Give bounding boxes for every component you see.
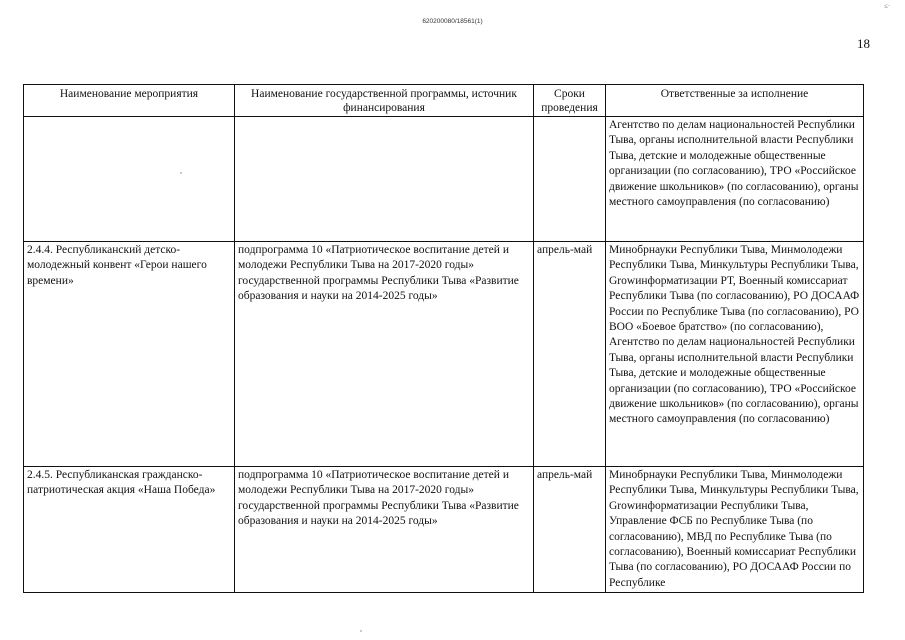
program-cell <box>235 117 534 242</box>
column-header-event: Наименование мероприятия <box>24 85 235 117</box>
column-header-responsible: Ответственные за исполнение <box>606 85 864 117</box>
table-header-row <box>24 85 864 117</box>
scan-speck <box>180 172 182 174</box>
document-id: 620200080/18561(1) <box>422 18 483 25</box>
program-cell: подпрограмма 10 «Патриотическое воспитание детей и молодежи Республики Тыва на 2017-2020 годы» государственной программы Республики Тыва «Развитие образования и науки на 2014-2025 годы» <box>235 467 534 593</box>
responsible-cell: Минобрнауки Республики Тыва, Минмолодежи Республики Тыва, Минкультуры Республики Тыва, Growинформатизации Республики Тыва, Управление ФСБ по Республике Тыва (по согласованию), МВД по Республике Тыва (по согласованию), Военный комиссариат Республики Тыва (по согласованию), РО ДОСААФ России по Республике <box>606 467 864 593</box>
column-header-program: Наименование государственной программы, источник финансирования <box>235 85 534 117</box>
events-table <box>23 84 864 593</box>
table-row <box>24 467 864 593</box>
dates-cell: апрель-май <box>534 242 606 467</box>
page-number: 18 <box>857 36 870 51</box>
event-cell: 2.4.5. Республиканская гражданско-патриотическая акция «Наша Победа» <box>24 467 235 593</box>
column-header-dates: Сроки проведения <box>534 85 606 117</box>
dates-cell: апрель-май <box>534 467 606 593</box>
table-row <box>24 117 864 242</box>
responsible-cell: Минобрнауки Республики Тыва, Минмолодежи Республики Тыва, Минкультуры Республики Тыва, Growинформатизации РТ, Военный комиссариат Республики Тыва (по согласованию), РО ДОСААФ России по Республике Тыва (по согласованию), РО ВОО «Боевое братство» (по согласованию), Агентство по делам национальностей Республики Тыва, органы исполнительной власти Республики Тыва, детские и молодежные общественные организации (по согласованию), ТРО «Российское движение школьников» (по согласованию), органы местного самоуправления (по согласованию) <box>606 242 864 467</box>
corner-mark: ≤· <box>884 2 891 10</box>
table-row <box>24 242 864 467</box>
dates-cell <box>534 117 606 242</box>
event-cell <box>24 117 235 242</box>
scan-speck <box>360 630 362 632</box>
responsible-cell: Агентство по делам национальностей Республики Тыва, органы исполнительной власти Республики Тыва, детские и молодежные общественные организации (по согласованию), ТРО «Российское движение школьников» (по согласованию), органы местного самоуправления (по согласованию) <box>606 117 864 242</box>
program-cell: подпрограмма 10 «Патриотическое воспитание детей и молодежи Республики Тыва на 2017-2020 годы» государственной программы Республики Тыва «Развитие образования и науки на 2014-2025 годы» <box>235 242 534 467</box>
event-cell: 2.4.4. Республиканский детско-молодежный конвент «Герои нашего времени» <box>24 242 235 467</box>
